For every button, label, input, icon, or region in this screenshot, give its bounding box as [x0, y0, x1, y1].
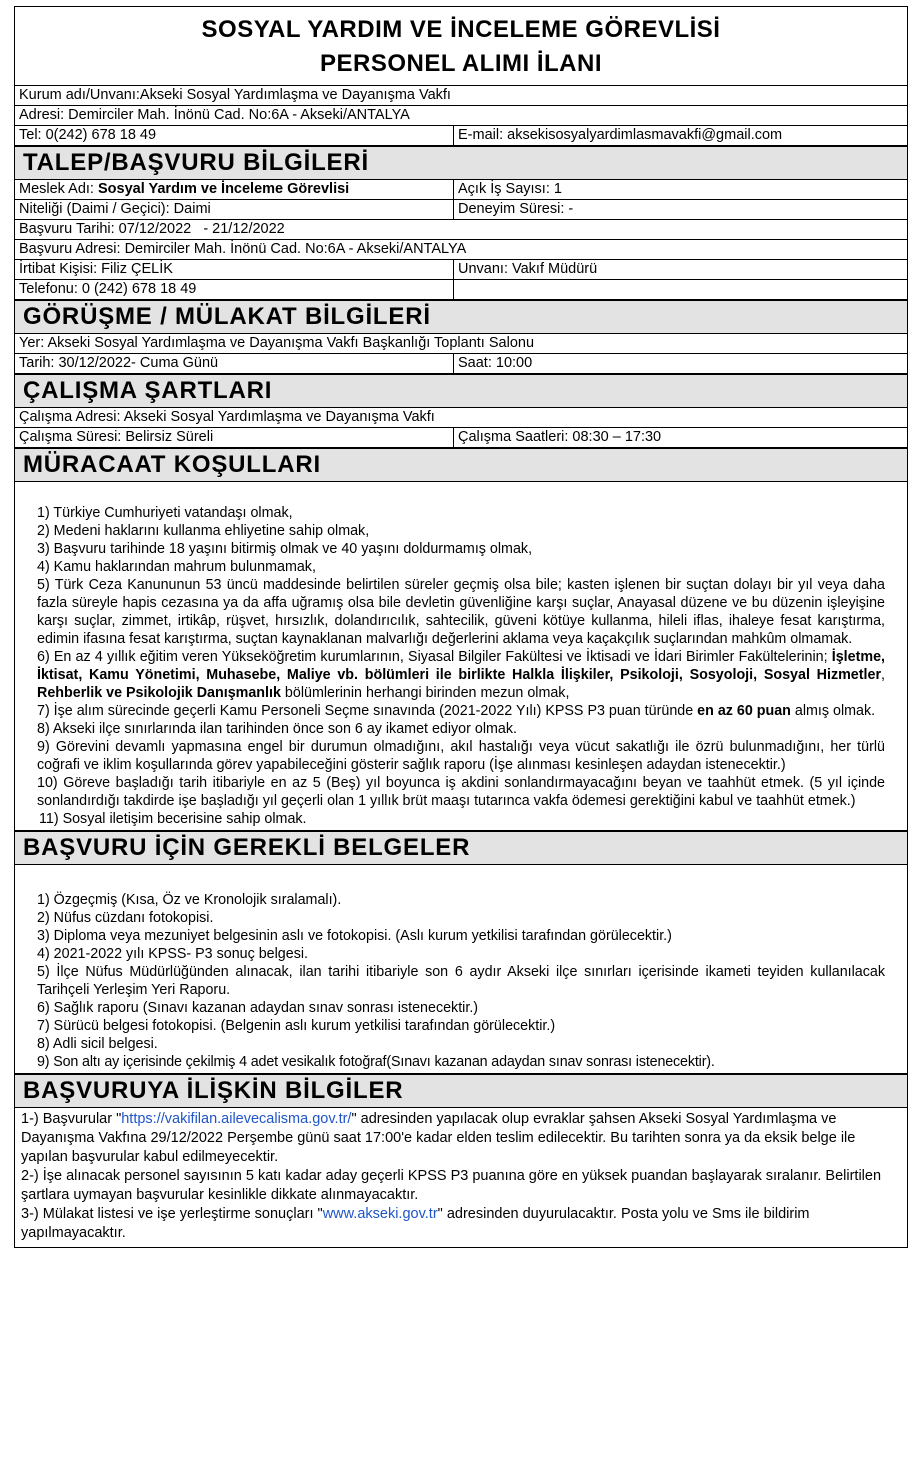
title-line-1: SOSYAL YARDIM VE İNCELEME GÖREVLİSİ: [201, 16, 721, 43]
bilgiler-paragraph-1: [21, 1110, 901, 1167]
calisma-adresi-row: [15, 408, 907, 428]
belgeler-list: [15, 865, 907, 1074]
section-heading-belgeler: BAŞVURU İÇİN GEREKLİ BELGELER: [15, 831, 907, 865]
vakifilan-link[interactable]: https://vakifilan.ailevecalisma.gov.tr/: [121, 1111, 352, 1127]
list-item: 7) Sürücü belgesi fotokopisi. (Belgenin aslı kurum yetkilisi tarafından görülecektir.): [37, 1018, 556, 1034]
institution-contact-row: [15, 126, 907, 146]
calisma-adresi: Çalışma Adresi: Akseki Sosyal Yardımlaşma ve Dayanışma Vakfı: [19, 409, 435, 425]
section-heading-calisma: ÇALIŞMA ŞARTLARI: [15, 374, 907, 408]
calisma-saatleri: Çalışma Saatleri: 08:30 – 17:30: [458, 429, 662, 445]
yer-row: [15, 334, 907, 354]
gorusme-saat: Saat: 10:00: [458, 355, 533, 371]
basvuru-tarihi: Başvuru Tarihi: 07/12/2022 - 21/12/2022: [19, 221, 285, 237]
meslek-value: Sosyal Yardım ve İnceleme Görevlisi: [97, 181, 350, 197]
calisma-suresi: Çalışma Süresi: Belirsiz Süreli: [15, 428, 454, 447]
institution-phone: Tel: 0(242) 678 18 49: [15, 126, 454, 145]
unvan: Unvanı: Vakıf Müdürü: [458, 261, 598, 277]
list-item: 9) Son altı ay içerisinde çekilmiş 4 adet vesikalık fotoğraf(Sınavı kazanan adaydan sınav sonrası istenecektir).: [37, 1054, 715, 1070]
list-item: 1) Türkiye Cumhuriyeti vatandaşı olmak,: [37, 505, 293, 521]
list-item: 1) Özgeçmiş (Kısa, Öz ve Kronolojik sıralamalı).: [37, 892, 342, 908]
institution-address: Adresi: Demirciler Mah. İnönü Cad. No:6A - Akseki/ANTALYA: [19, 107, 410, 123]
list-item: 4) Kamu haklarından mahrum bulunmamak,: [37, 559, 316, 575]
telefon-empty-cell: [454, 280, 907, 299]
list-item: [37, 648, 885, 702]
p3-text-b: " adresinden duyurulacaktır. Posta yolu ve Sms ile bildirim yapılmayacaktır.: [21, 1206, 810, 1241]
basvuru-tarihi-row: [15, 220, 907, 240]
bilgiler-text: [15, 1108, 907, 1247]
basvuru-adresi-row: [15, 240, 907, 260]
item6-bold-rehberlik: Rehberlik ve Psikolojik Danışmanlık: [37, 685, 281, 701]
item6-text-a: 6) En az 4 yıllık eğitim veren Yükseköğretim kurumlarının, Siyasal Bilgiler Fakültesi ve İktisadi ve İdari Birimler Fakültelerinin;: [37, 649, 832, 665]
meslek-row: [15, 180, 907, 200]
meslek-cell: [15, 180, 454, 199]
irtibat-row: [15, 260, 907, 280]
deneyim-suresi: Deneyim Süresi: -: [458, 201, 574, 217]
meslek-label: Meslek Adı:: [19, 181, 98, 197]
akseki-link[interactable]: www.akseki.gov.tr: [322, 1206, 438, 1222]
irtibat-kisisi: İrtibat Kişisi: Filiz ÇELİK: [15, 260, 454, 279]
gorusme-tarih: Tarih: 30/12/2022- Cuma Günü: [15, 354, 454, 373]
telefon-row: [15, 280, 907, 300]
acik-is-sayisi: Açık İş Sayısı: 1: [458, 181, 562, 197]
item6-text-e: bölümlerinin herhangi birinden mezun olmak,: [280, 685, 570, 701]
list-item: 8) Adli sicil belgesi.: [37, 1036, 158, 1052]
list-item: 4) 2021-2022 yılı KPSS- P3 sonuç belgesi.: [37, 946, 309, 962]
institution-email: E-mail: aksekisosyalyardimlasmavakfi@gmail.com: [458, 127, 783, 143]
nitelik-row: [15, 200, 907, 220]
list-item: 9) Görevini devamlı yapmasına engel bir durumun olmadığını, akıl hastalığı veya vücut sakatlığı ile özrü bulunmadığını, her türlü coğrafi ve iklim koşullarında görev yapabileceğini gösterir sağlık raporu (İşe alınması kesinleşen adaydan istenecektir.): [37, 739, 885, 773]
list-item: 3) Başvuru tarihinde 18 yaşını bitirmiş olmak ve 40 yaşını doldurmamış olmak,: [37, 541, 533, 557]
section-heading-talep: TALEP/BAŞVURU BİLGİLERİ: [15, 146, 907, 180]
announcement-document: [14, 6, 908, 1248]
item6-bold-departments: İşletme, İktisat, Kamu Yönetimi, Muhasebe, Maliye vb. bölümleri ile birlikte Halkla İlişkiler, Psikoloji, Sosyoloji, Sosyal Hizmetler: [37, 649, 885, 683]
page-title: [15, 7, 907, 86]
niteligi: Niteliği (Daimi / Geçici): Daimi: [15, 200, 454, 219]
list-item: 5) İlçe Nüfus Müdürlüğünden alınacak, ilan tarihi itibariyle son 6 aydır Akseki ilçe sınırları içerisinde ikameti teyiden kullanılacak Tarihçeli Yerleşim Yeri Raporu.: [37, 964, 885, 998]
list-item: 3) Diploma veya mezuniyet belgesinin aslı ve fotokopisi. (Aslı kurum yetkilisi tarafından görülecektir.): [37, 928, 672, 944]
bilgiler-paragraph-3: [21, 1205, 901, 1243]
telefon: Telefonu: 0 (242) 678 18 49: [15, 280, 454, 299]
list-item: 2) Medeni haklarını kullanma ehliyetine sahip olmak,: [37, 523, 370, 539]
list-item: 6) Sağlık raporu (Sınavı kazanan adaydan sınav sonrası istenecektir.): [37, 1000, 479, 1016]
section-heading-gorusme: GÖRÜŞME / MÜLAKAT BİLGİLERİ: [15, 300, 907, 334]
p3-text-a: 3-) Mülakat listesi ve işe yerleştirme sonuçları ": [21, 1206, 323, 1222]
gorusme-yer: Yer: Akseki Sosyal Yardımlaşma ve Dayanışma Vakfı Başkanlığı Toplantı Salonu: [19, 335, 535, 351]
section-heading-bilgiler: BAŞVURUYA İLİŞKİN BİLGİLER: [15, 1074, 907, 1108]
bilgiler-paragraph-2: 2-) İşe alınacak personel sayısının 5 katı kadar aday geçerli KPSS P3 puanına göre en yüksek puandan başlayarak sıralanır. Belirtilen şartlara uymayan başvurular kesinlikle dikkate alınmayacaktır.: [21, 1168, 882, 1203]
basvuru-adresi: Başvuru Adresi: Demirciler Mah. İnönü Cad. No:6A - Akseki/ANTALYA: [19, 241, 467, 257]
list-item: 8) Akseki ilçe sınırlarında ilan tarihinden önce son 6 ay ikamet ediyor olmak.: [37, 721, 517, 737]
institution-name-row: [15, 86, 907, 106]
muracaat-list: [15, 482, 907, 831]
tarih-row: [15, 354, 907, 374]
list-item: 11) Sosyal iletişim becerisine sahip olmak.: [39, 811, 307, 827]
item6-text-c: ,: [881, 667, 885, 683]
list-item: [37, 702, 885, 720]
section-heading-muracaat: MÜRACAAT KOŞULLARI: [15, 448, 907, 482]
list-item: 2) Nüfus cüzdanı fotokopisi.: [37, 910, 214, 926]
item7-text-c: almış olmak.: [790, 703, 876, 719]
p1-text-a: 1-) Başvurular ": [21, 1111, 122, 1127]
p1-text-b: " adresinden yapılacak olup evraklar şahsen Akseki Sosyal Yardımlaşma ve Dayanışma Vakfına 29/12/2022 Perşembe günü saat 17:00'e kadar elden teslim edilecektir. Bu tarihten sonra ya da eksik belge ile yapılan başvurular kabul edilmeyecektir.: [21, 1111, 856, 1165]
item7-bold-score: en az 60 puan: [697, 703, 791, 719]
list-item: 10) Göreve başladığı tarih itibariyle en az 5 (Beş) yıl boyunca iş akdini sonlandırmayacağını beyan ve taahhüt etmek. (5 yıl içinde sonlandırdığı takdirde işe başladığı yıl geçerli olan 1 yıllık brüt maaşı tutarınca vakfa ödemesi gerektiğini kabul ve taahhüt etmek.): [37, 775, 885, 809]
institution-address-row: [15, 106, 907, 126]
list-item: 5) Türk Ceza Kanununun 53 üncü maddesinde belirtilen süreler geçmiş olsa bile; kasten işlenen bir suçtan dolayı bir yıl veya daha fazla süreyle hapis cezasına ya da affa uğramış olsa bile devletin güvenliğine karşı suçlar, Anayasal düzene ve bu düzenin işleyişine karşı suçlar, zimmet, irtikâp, rüşvet, hırsızlık, dolandırıcılık, sahtecilik, güveni kötüye kullanma, hileli iflas, ihaleye fesat karıştırma, edimin ifasına fesat karıştırma, suçtan kaynaklanan malvarlığı değerlerini aklama veya kaçakçılık suçlarından mahkûm olmamak.: [37, 577, 885, 647]
calisma-sure-row: [15, 428, 907, 448]
item7-text-a: 7) İşe alım sürecinde geçerli Kamu Personeli Seçme sınavında (2021-2022 Yılı) KPSS P3 puan türünde: [37, 703, 698, 719]
title-line-2: PERSONEL ALIMI İLANI: [319, 50, 602, 77]
institution-name: Kurum adı/Unvanı:Akseki Sosyal Yardımlaşma ve Dayanışma Vakfı: [19, 87, 451, 103]
